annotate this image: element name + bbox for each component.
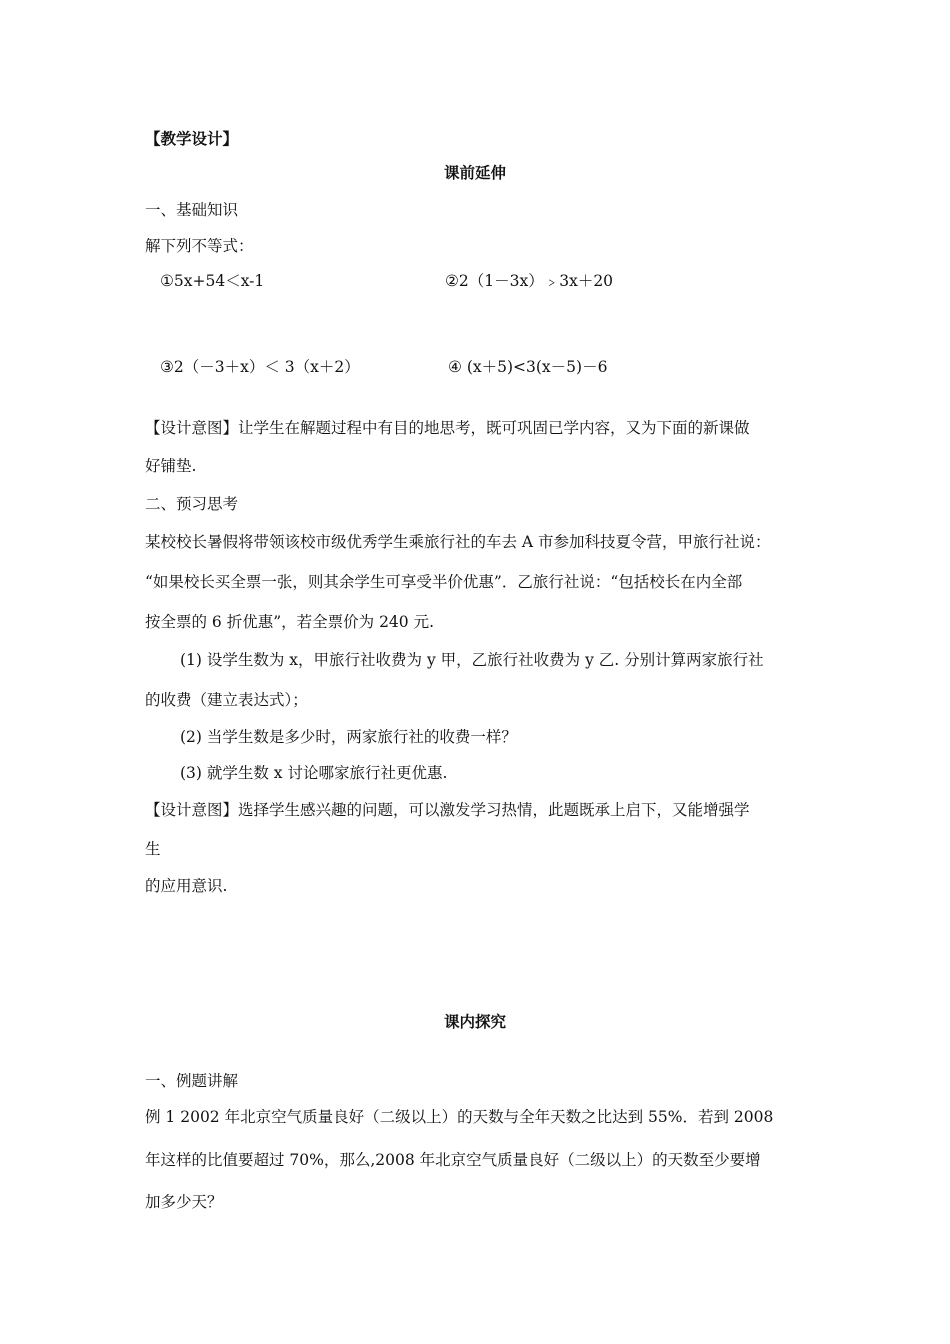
inequality-2: ②2（1－3x）﹥3x＋20 — [445, 272, 614, 290]
section-title-pre-class: 课前延伸 — [443, 163, 506, 182]
example-line-2: 年这样的比值要超过 70%，那么,2008 年北京空气质量良好（二级以上）的天数至少要增 — [145, 1151, 761, 1169]
inequality-4: ④ (x＋5)<3(x－5)－6 — [448, 358, 608, 376]
inequality-3: ③2（－3＋x）＜ 3（x＋2） — [160, 358, 360, 376]
part1-heading: 一、基础知识 — [145, 201, 239, 219]
design-intent-2-line3: 的应用意识. — [145, 877, 228, 895]
problem-line-1: 某校校长暑假将带领该校市级优秀学生乘旅行社的车去 A 市参加科技夏令营，甲旅行社说： — [145, 533, 771, 551]
design-intent-2-line1: 【设计意图】选择学生感兴趣的问题，可以激发学习热情，此题既承上启下，又能增强学 — [145, 801, 750, 819]
part2-heading: 二、预习思考 — [145, 495, 239, 513]
part1-instruction: 解下列不等式： — [145, 237, 254, 255]
question-1-line1: (1) 设学生数为 x，甲旅行社收费为 y 甲，乙旅行社收费为 y 乙. 分别计算两家旅行社 — [180, 651, 764, 669]
problem-line-3: 按全票的 6 折优惠”，若全票价为 240 元. — [145, 613, 435, 631]
question-1-line2: 的收费（建立表达式）； — [145, 691, 308, 709]
header-label: 【教学设计】 — [145, 129, 239, 148]
design-intent-1-line1: 【设计意图】让学生在解题过程中有目的地思考，既可巩固已学内容，又为下面的新课做 — [145, 419, 750, 437]
design-intent-1-line2: 好铺垫. — [145, 457, 197, 475]
example-line-1: 例 1 2002 年北京空气质量良好（二级以上）的天数与全年天数之比达到 55%．若到 2008 — [145, 1108, 774, 1126]
part3-heading: 一、例题讲解 — [145, 1072, 239, 1090]
inequality-1: ①5x+54＜x-1 — [160, 272, 265, 290]
problem-line-2: “如果校长买全票一张，则其余学生可享受半价优惠”．乙旅行社说：“包括校长在内全部 — [145, 573, 743, 591]
section-title-in-class: 课内探究 — [443, 1012, 506, 1031]
design-intent-2-line2: 生 — [145, 840, 161, 858]
question-3: (3) 就学生数 x 讨论哪家旅行社更优惠. — [180, 764, 448, 782]
question-2: (2) 当学生数是多少时，两家旅行社的收费一样？ — [180, 728, 517, 746]
example-line-3: 加多少天？ — [145, 1193, 223, 1211]
